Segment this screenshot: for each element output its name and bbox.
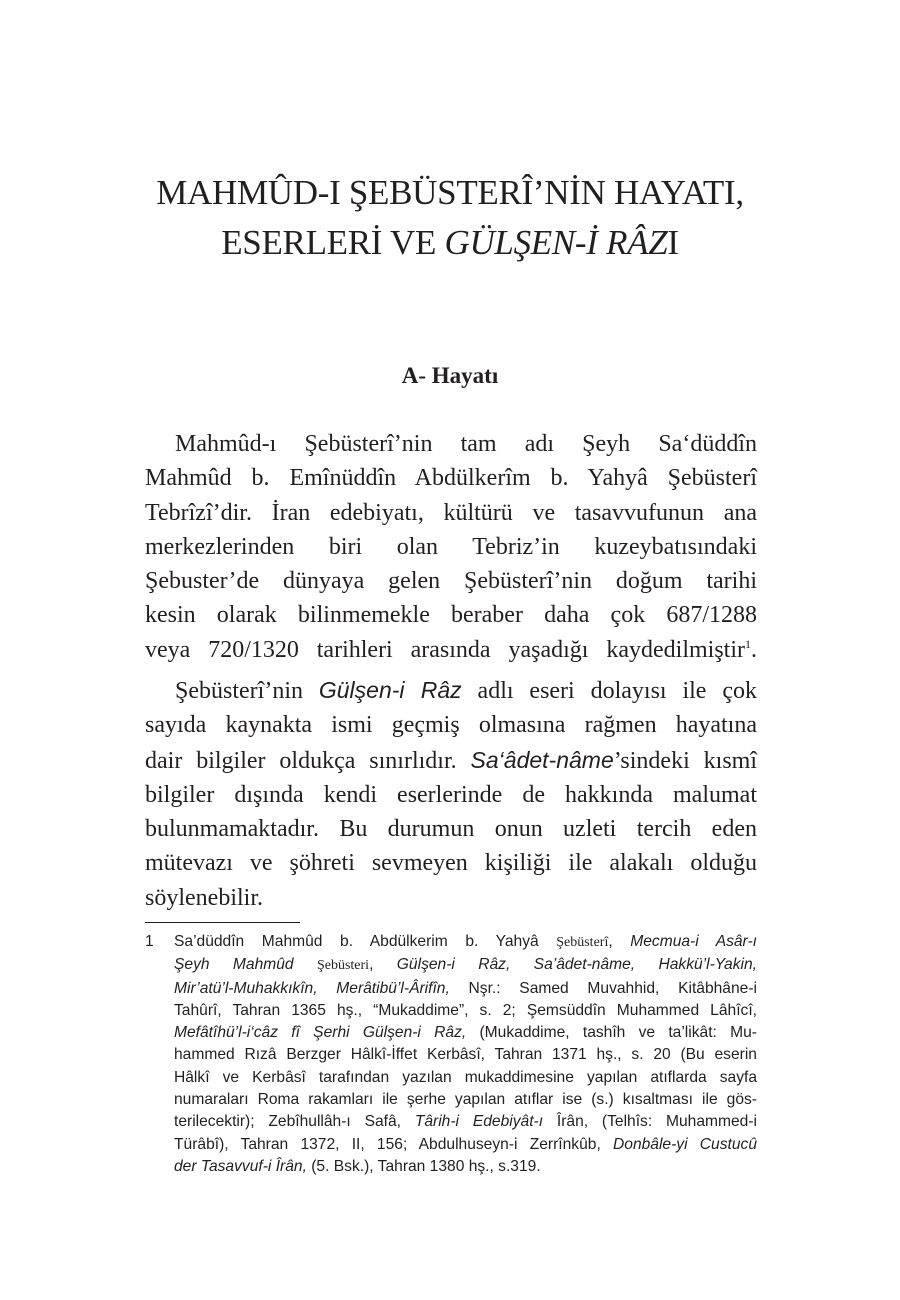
footnote-work-title: der Tasavvuf-i Îrân,: [174, 1157, 307, 1175]
footnote-line: Hâlkî ve Kerbâsî tarafından yazılan mukaddimesine yapılan atıflarda sayfa: [174, 1068, 757, 1086]
footnote-line: hammed Rızâ Berzger Hâlkî-İffet Kerbâsî, Tahran 1371 hş., s. 20 (Bu eserin: [174, 1046, 757, 1064]
paragraph-2-text: dair bilgiler oldukça sınırlıdır.: [145, 747, 471, 774]
paragraph-1-line: kesin olarak bilinmemekle beraber daha çok 687/1288: [145, 602, 757, 629]
footnote-text: Sa’düddîn Mahmûd b. Abdülkerim b. Yahyâ: [174, 933, 557, 950]
footnote-text: (5. Bsk.), Tahran 1380 hş., s.319.: [306, 1157, 541, 1175]
work-title-gulsen-i-raz: Gülşen-i Râz: [318, 677, 462, 703]
footnote-line: Tahûrî, Tahran 1365 hş., “Mukaddime”, s. 2; Şemsüddîn Muhammed Lâhîcî,: [174, 1001, 757, 1019]
footnote-work-title: Donbâle-yi Custucû: [613, 1135, 757, 1153]
paragraph-1-line: Mahmûd-ı Şebüsterî’nin tam adı Şeyh Sa‘düddîn: [175, 431, 757, 457]
footnote-work-title: Gülşen-i Râz, Sa’âdet-nâme, Hakkü’l-Yakin,: [396, 956, 757, 974]
paragraph-1-line: Mahmûd b. Emînüddîn Abdülkerîm b. Yahyâ Şebüsterî: [145, 465, 757, 492]
footnote-text: Nşr.: Samed Muvahhid, Kitâbhâne-i: [449, 979, 757, 997]
footnote-line: [174, 978, 757, 1000]
paragraph-2-text: adlı eseri dolayısı ile çok: [461, 678, 757, 704]
section-heading: A- Hayatı: [401, 363, 499, 388]
paragraph-2-line: [145, 673, 757, 708]
title-line2-suffix: I: [667, 223, 679, 262]
footnote-reference[interactable]: 1: [745, 636, 751, 651]
footnote-text: ,: [369, 956, 397, 974]
paragraph-1-end: .: [751, 636, 757, 663]
footnote-work-title: Şeyh Mahmûd: [174, 956, 317, 974]
paragraph-1: [145, 427, 757, 667]
footnote-text: Şebüsterî: [556, 935, 609, 950]
footnote-text: Îrân, (Telhîs: Muhammed-i: [543, 1113, 757, 1131]
footnote-number: 1: [145, 933, 154, 950]
footnote-work-title: Mir’atü’l-Muhakkıkîn, Merâtibü’l-Ârifîn,: [174, 979, 450, 997]
footnote-line: [174, 1022, 757, 1044]
footnote-body: [174, 931, 757, 1178]
footnote-line: [174, 954, 757, 977]
footnote-line: [174, 1111, 757, 1133]
paragraph-2-line: mütevazı ve şöhreti sevmeyen kişiliği ile alakalı olduğu: [145, 850, 757, 877]
footnote-text: Şebüsteri: [316, 958, 370, 974]
footnote-line: [174, 1134, 757, 1156]
footnote-text: terilecektir); Zebîhullâh-ı Safâ,: [174, 1113, 415, 1131]
paragraph-2: [145, 673, 757, 915]
paragraph-1-last-line: [145, 633, 757, 667]
footnote-work-title: Târih-i Edebiyât-ı: [414, 1113, 544, 1131]
footnote-line: [174, 931, 757, 954]
paragraph-2-line: bilgiler dışında kendi eserlerinde de hakkında malumat: [145, 781, 757, 808]
title-line2-italic: GÜLŞEN-İ RÂZ: [444, 223, 668, 262]
paragraph-2-line: söylenebilir.: [145, 884, 263, 911]
paragraph-2-line: [145, 743, 757, 778]
paragraph-2-text: ’sindeki kısmî: [613, 747, 757, 774]
work-title-saadet-name: Sa‘âdet-nâme: [470, 746, 614, 773]
paragraph-1-line-text: veya 720/1320 tarihleri arasında yaşadığı kaydedilmiştir: [145, 636, 745, 663]
footnote-work-title: Mecmua-i Asâr-ı: [630, 933, 757, 950]
paragraph-1-line: Şebuster’de dünyaya gelen Şebüsterî’nin doğum tarihi: [145, 568, 757, 595]
footnote-text: (Mukaddime, tashîh ve ta’likât: Mu-: [466, 1024, 757, 1042]
footnote-text: Türâbî), Tahran 1372, II, 156; Abdulhuseyn-i Zerrînkûb,: [174, 1135, 614, 1153]
title-line2-prefix: ESERLERİ VE: [221, 223, 445, 262]
paragraph-1-line: merkezlerinden biri olan Tebriz’in kuzeybatısındaki: [145, 533, 757, 560]
footnote-work-title: Mefâtîhü’l-i‘câz fî Şerhi Gülşen-i Râz,: [174, 1024, 467, 1042]
footnote-line: [174, 1156, 757, 1178]
footnote-line: numaraları Roma rakamları ile şerhe yapılan atıflar ise (s.) kısaltması ile gös-: [174, 1091, 757, 1109]
chapter-title: [0, 168, 900, 268]
paragraph-2-line: sayıda kaynakta ismi geçmiş olmasına rağmen hayatına: [145, 712, 757, 739]
chapter-title-line2: [0, 218, 900, 268]
footnote-separator: [145, 922, 300, 923]
paragraph-2-line: bulunmamaktadır. Bu durumun onun uzleti tercih eden: [145, 816, 757, 843]
paragraph-2-text: Şebüsterî’nin: [175, 678, 319, 704]
footnote-text: ,: [608, 933, 631, 950]
paragraph-1-line: Tebrîzî’dir. İran edebiyatı, kültürü ve tasavvufunun ana: [145, 499, 757, 526]
chapter-title-line1: MAHMÛD-I ŞEBÜSTERÎ’NİN HAYATI,: [156, 173, 744, 212]
